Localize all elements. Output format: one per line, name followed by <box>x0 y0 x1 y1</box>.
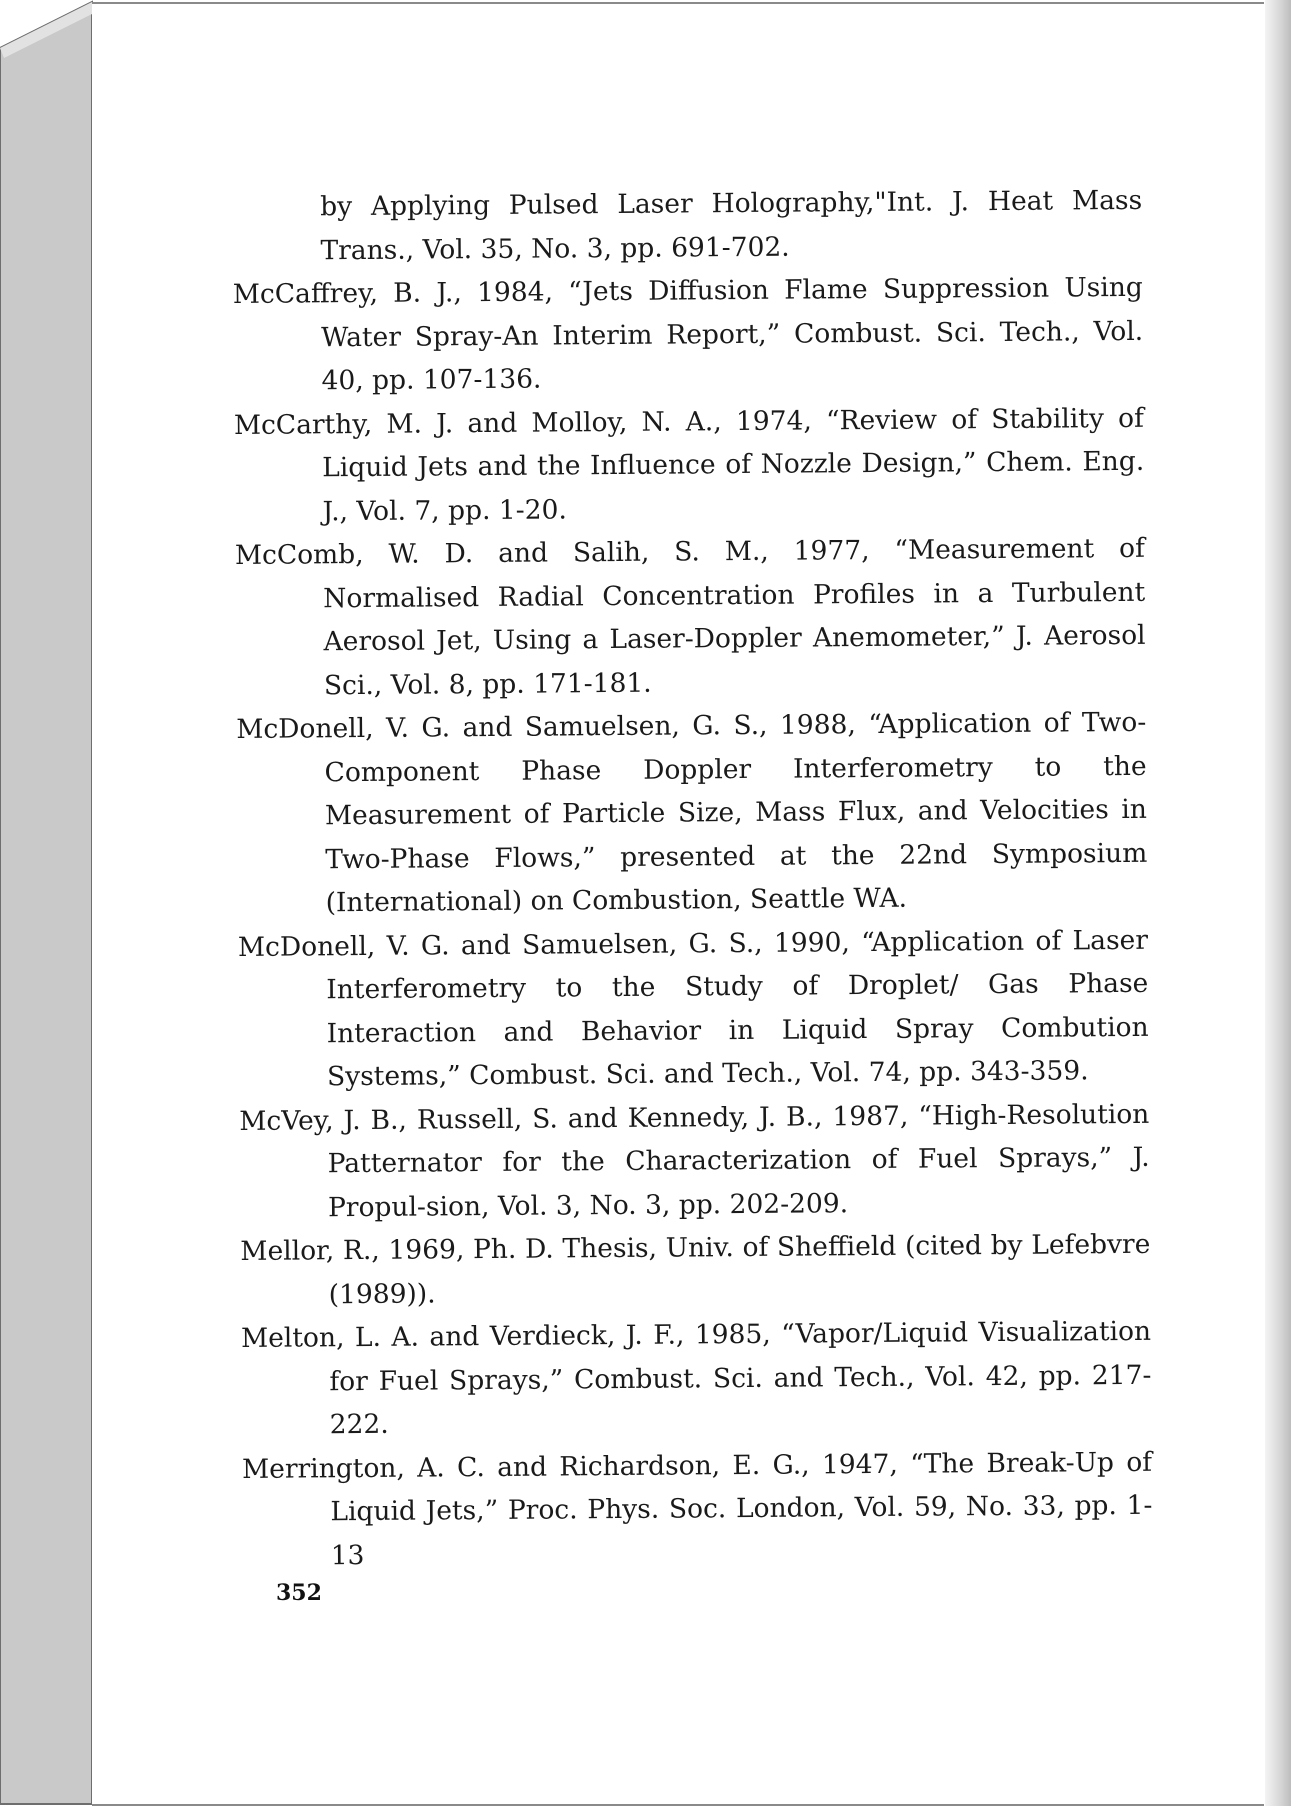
reference-entry: Merrington, A. C. and Richardson, E. G., 1947, “The Break-Up of Liquid Jets,” Proc. Phys. Soc. London, Vol. 59, No. 33, pp. 1-13 <box>241 1446 1153 1571</box>
reference-entry: McCaffrey, B. J., 1984, “Jets Diffusion Flame Suppression Using Water Spray-An Interim Report,” Combust. Sci. Tech., Vol. 40, pp. 107-136. <box>232 271 1144 397</box>
book-spine <box>0 0 100 1806</box>
reference-entry: McVey, J. B., Russell, S. and Kennedy, J. B., 1987, “High-Resolution Patternator for the Characterization of Fuel Sprays,” J. Propul-sion, Vol. 3, No. 3, pp. 202-209. <box>239 1098 1150 1223</box>
reference-entry: Mellor, R., 1969, Ph. D. Thesis, Univ. of Sheffield (cited by Lefebvre (1989)). <box>240 1228 1151 1310</box>
page-right-edge-shadow <box>1265 0 1291 1806</box>
reference-entry: McCarthy, M. J. and Molloy, N. A., 1974, “Review of Stability of Liquid Jets and the Influence of Nozzle Design,” Chem. Eng. J., Vol. 7, pp. 1-20. <box>233 402 1145 527</box>
reference-list <box>232 179 1153 1578</box>
reference-entry: Melton, L. A. and Verdieck, J. F., 1985, “Vapor/Liquid Visualization for Fuel Sprays,” Combust. Sci. and Tech., Vol. 42, pp. 217-222. <box>240 1315 1152 1441</box>
reference-entry: McComb, W. D. and Salih, S. M., 1977, “Measurement of Normalised Radial Concentration Profiles in a Turbulent Aerosol Jet, Using a Laser-Doppler Anemometer,” J. Aerosol Sci., Vol. 8, pp. 171-181. <box>234 532 1146 701</box>
reference-entry: by Applying Pulsed Laser Holography,"Int. J. Heat Mass Trans., Vol. 35, No. 3, pp. 691-702. <box>320 184 1143 266</box>
reference-entry: McDonell, V. G. and Samuelsen, G. S., 1990, “Application of Laser Interferometry to the Study of Droplet/ Gas Phase Interaction and Behavior in Liquid Spray Combution Systems,” Combust. Sci. and Tech., Vol. 74, pp. 343-359. <box>237 924 1149 1093</box>
reference-entry: McDonell, V. G. and Samuelsen, G. S., 1988, “Application of Two-Component Phase Doppler Interferometry to the Measurement of Particle Size, Mass Flux, and Velocities in Two-Phase Flows,” presented at the 22nd Symposium (International) on Combustion, Seattle WA. <box>236 706 1148 919</box>
page-number: 352 <box>276 1580 322 1606</box>
